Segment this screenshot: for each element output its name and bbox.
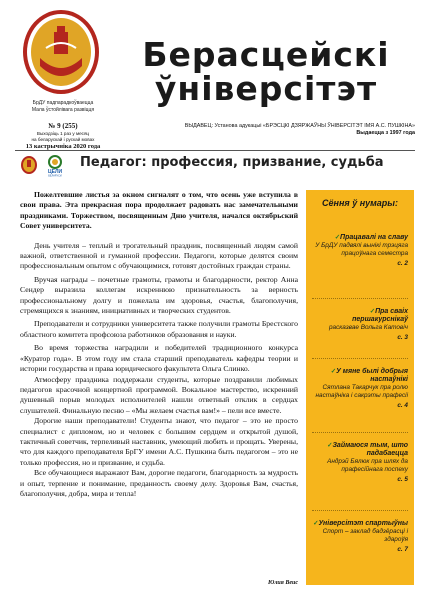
toc-item-page: с. 2 (397, 260, 408, 267)
publisher-line: ВЫДАВЕЦ: Установа адукацыі «БРЭСЦКІ ДЗЯРЖАЎНЫ ЎНІВЕРСІТЭТ ІМЯ А.С. ПУШКІНА» (184, 123, 415, 129)
issue-info-line: Выходзіць 1 раз у месяц (36, 131, 90, 136)
contents-sidebar (306, 190, 414, 585)
toc-item-page: с. 5 (397, 476, 408, 483)
article-paragraph: Вручая награды – почетные грамоты, грамоты и благодарности, ректор Анна Сендер выразила коллегам искреннюю признательность за верность профессиональному долгу и пожелала им здоровья, счастья, благополучия, стремящихся к знаниям, инициативных и творческих студентов. (20, 274, 298, 316)
issue-info-line: на беларускай і рускай мовах (31, 137, 95, 142)
toc-item-title: Універсітэт спартыўны (318, 520, 408, 527)
check-icon: ✓ (330, 368, 337, 375)
toc-item-desc: У БрДУ падвялі вынікі трэцяга працоўнага семестра (315, 242, 408, 257)
toc-item-page: с. 7 (397, 546, 408, 553)
university-small-logo (20, 155, 38, 175)
publisher-since: Выдаецца з 1997 года (356, 130, 415, 136)
publisher-info (115, 123, 415, 137)
toc-divider (312, 358, 408, 359)
contents-title: Сёння ў нумары: (322, 198, 398, 208)
toc-item-page: с. 4 (397, 402, 408, 409)
article-body (20, 190, 298, 499)
article-paragraph: Все обучающиеся выражают Вам, дорогие педагоги, благодарность за мудрость и опыт, терпение и понимание, преданность своему делу. Здоровья Вам, счастья, благополучия, добра, мира и тепла! (20, 468, 298, 498)
toc-item[interactable] (312, 234, 408, 268)
article-paragraph: Атмосферу праздника поддержали студенты, которые поздравили любимых педагогов красочной концертной программой. Вокальное мастерство, искренний душевный порыв молодых исполнителей нашли ответный отклик в сердцах слушателей. Финальную песню – «Мы желаем счастья вам!» – пели все вместе. (20, 374, 298, 415)
issue-info (12, 131, 114, 143)
toc-item[interactable] (312, 442, 408, 484)
toc-item-title: Займаюся тым, што падабаецца (332, 442, 408, 457)
org-name-line: БрДУ падпарадкоўваецца (32, 100, 94, 106)
toc-divider (312, 432, 408, 433)
check-icon: ✓ (369, 308, 376, 315)
org-name-line: Мала ўстойлівага развіцця (31, 106, 95, 113)
org-name (12, 100, 114, 113)
title-line: Берасцейскі (142, 35, 390, 74)
sdg-goals-logo (44, 155, 66, 177)
article-lead: Пожелтевшие листья за окном сигналят о том, что осень уже вступила в свои права. Эта прекрасная пора продолжает радовать нас замечательными праздниками. Торжеством, посвященным Дню учителя, начался октябрьский Совет университета. (20, 190, 298, 231)
toc-item-desc: Спорт – заклад бадзёрасці і здароўя (322, 528, 408, 543)
toc-item-title: У мяне былі добрыя настаўнікі (336, 368, 408, 383)
toc-divider (312, 510, 408, 511)
article-paragraph: Во время торжества наградили и победителей традиционного конкурса «Куратор года». В этом году им стала старший преподаватель кафедры теории и истории государства и права юридического факультета Ольга Слинко. (20, 343, 298, 374)
toc-item-desc: расказвае Вольга Катовіч (328, 324, 408, 331)
toc-item-title: Пра сваіх першакурснікаў (352, 308, 408, 323)
toc-item-page: с. 3 (397, 334, 408, 341)
article-headline-text: Педагог: профессия, призвание, судьба (80, 155, 384, 170)
article-paragraph: День учителя – теплый и трогательный праздник, посвященный людям самой важной, ответственной и гуманной профессии. Педагоги, которые делятся своим профессиональным опытом с обучающимися, готовят достойных граждан страны. (20, 240, 298, 271)
toc-item[interactable] (312, 520, 408, 554)
issue-date: 13 кастрычніка 2020 года (25, 143, 101, 150)
article-paragraph: Преподаватели и сотрудники университета также получили грамоты Брестского областного комитета профсоюза работников образования и науки. (20, 319, 298, 339)
newspaper-title (116, 35, 416, 108)
check-icon: ✓ (327, 442, 333, 449)
toc-item[interactable] (312, 308, 408, 342)
university-emblem-logo (20, 8, 102, 96)
article-headline (74, 155, 416, 170)
toc-item-desc: Андрэй Бялюк пра шлях да прафесійнага поспеху (327, 458, 408, 473)
toc-item-title: Працавалі на славу (340, 234, 408, 241)
header-divider (15, 150, 415, 151)
article-author: Юлия Веис (267, 580, 298, 586)
check-icon: ✓ (334, 234, 341, 241)
article-paragraph: Дорогие наши преподаватели! Студенты знают, что педагог – это не просто специалист с дипломом, но и человек с большим сердцем и открытой душой, тактичный советчик, терпеливый наставник, умеющий любить и прощать. Уверены, что для каждого преподавателя БрГУ имени А.С. Пушкина быть педагогом – это не только профессия, но и призвание, и судьба. (20, 416, 298, 467)
sdg-logo-subtext: БЕЛАРУСИ (48, 174, 62, 177)
title-line: ўніверсітэт (154, 69, 378, 108)
toc-item-desc: Сятлана Такарчук пра ролю настаўніка і сакрэты прафесіі (315, 384, 408, 399)
toc-divider (312, 298, 408, 299)
toc-item[interactable] (312, 368, 408, 410)
issue-number: № 9 (255) (48, 122, 78, 130)
sdg-logo-text: ЦЕЛИ (47, 169, 63, 175)
check-icon: ✓ (313, 520, 319, 527)
